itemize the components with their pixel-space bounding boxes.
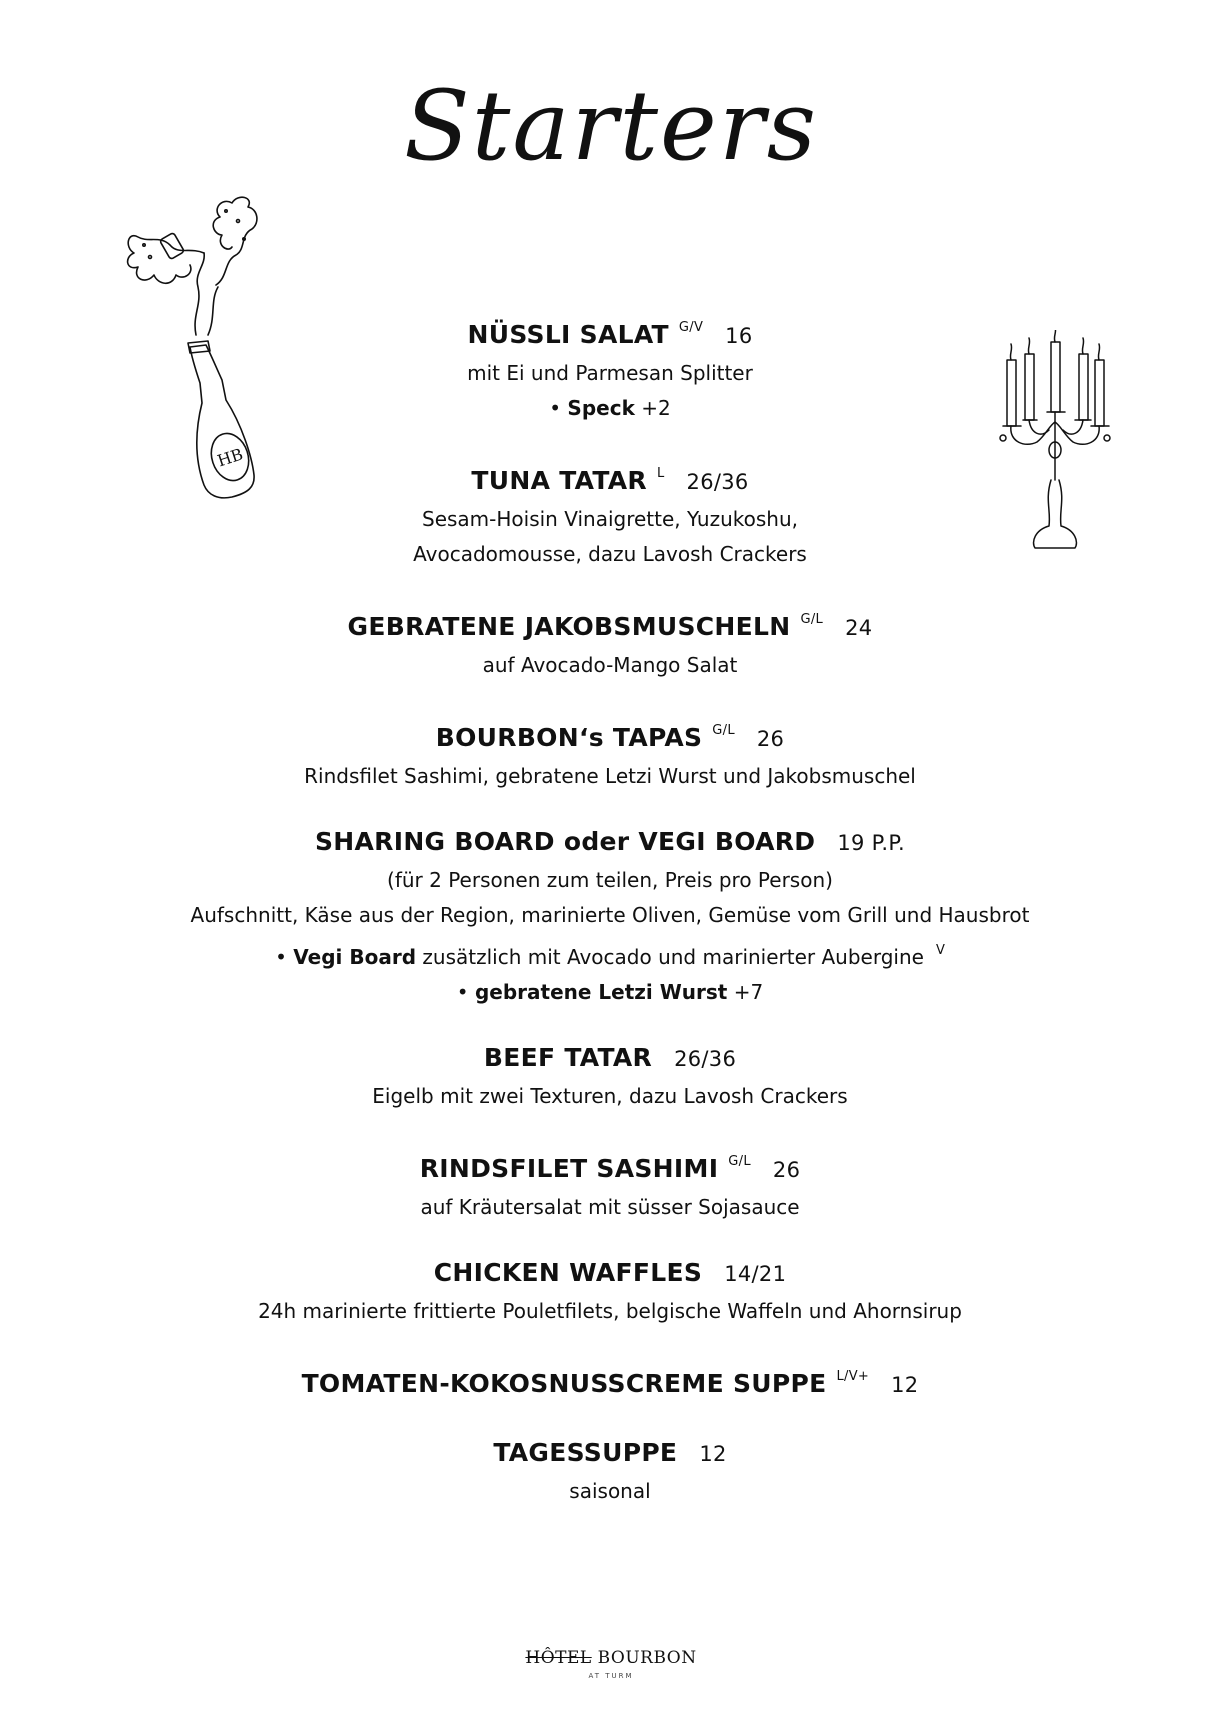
item-tag: G/L — [800, 612, 824, 627]
item-description: mit Ei und Parmesan Splitter — [467, 361, 753, 385]
item-price: 14/21 — [724, 1262, 787, 1286]
item-name: BOURBON‘s TAPAS — [435, 723, 703, 752]
item-addon: • Speck +2 — [549, 396, 671, 420]
item-description: Aufschnitt, Käse aus der Region, marinierte Oliven, Gemüse vom Grill und Hausbrot — [190, 903, 1030, 927]
item-description: Eigelb mit zwei Texturen, dazu Lavosh Crackers — [372, 1084, 848, 1108]
item-price: 26 — [772, 1158, 801, 1182]
item-tag: L — [656, 466, 665, 481]
item-description: (für 2 Personen zum teilen, Preis pro Person) — [387, 868, 833, 892]
menu-item — [110, 1142, 1110, 1225]
item-price: 26/36 — [686, 470, 749, 494]
item-price: 12 — [699, 1442, 727, 1466]
menu-item — [110, 1253, 1110, 1329]
item-price: 26/36 — [674, 1047, 737, 1071]
logo-subtitle: AT TURM — [588, 1672, 634, 1680]
item-name: SHARING BOARD oder VEGI BOARD — [314, 827, 816, 856]
page-title: Starters — [403, 70, 818, 182]
menu-item — [110, 600, 1110, 683]
item-tag: G/L — [712, 723, 735, 738]
item-description: Sesam-Hoisin Vinaigrette, Yuzukoshu, — [422, 507, 798, 531]
item-tag: G/L — [728, 1154, 751, 1169]
menu-item — [110, 1357, 1110, 1405]
item-price: 16 — [725, 324, 753, 348]
menu-item — [110, 454, 1110, 572]
item-price: 12 — [891, 1373, 919, 1397]
menu-item — [110, 308, 1110, 426]
item-name: RINDSFILET SASHIMI — [419, 1154, 719, 1183]
item-price: 19 P.P. — [837, 831, 905, 855]
item-price: 24 — [845, 616, 873, 640]
item-name: TUNA TATAR — [471, 466, 647, 495]
menu-item — [110, 1038, 1110, 1114]
item-description: saisonal — [569, 1479, 651, 1503]
item-description: auf Kräutersalat mit süsser Sojasauce — [420, 1195, 800, 1219]
hotel-logo — [0, 1648, 1222, 1680]
item-name: TAGESSUPPE — [493, 1438, 678, 1467]
logo-strike-text: HÔTEL — [525, 1648, 592, 1668]
item-description: 24h marinierte frittierte Pouletfilets, belgische Waffeln und Ahornsirup — [258, 1299, 962, 1323]
bottle-monogram: HB — [214, 444, 246, 471]
menu-item — [110, 822, 1110, 1010]
item-name: BEEF TATAR — [483, 1043, 653, 1072]
logo-brand-text: BOURBON — [591, 1648, 697, 1668]
item-description: Rindsfilet Sashimi, gebratene Letzi Wurst und Jakobsmuschel — [304, 764, 916, 788]
item-price: 26 — [756, 727, 785, 751]
menu-item — [110, 711, 1110, 794]
item-description: Avocadomousse, dazu Lavosh Crackers — [413, 542, 807, 566]
item-tag: G/V — [678, 320, 704, 335]
starters-menu — [110, 308, 1110, 1509]
menu-item — [110, 1433, 1110, 1509]
item-name: CHICKEN WAFFLES — [433, 1258, 703, 1287]
item-tag: L/V+ — [836, 1369, 870, 1384]
item-addon: • gebratene Letzi Wurst +7 — [456, 980, 764, 1004]
item-addon: • Vegi Board zusätzlich mit Avocado und marinierter Aubergine $^V$ — [275, 943, 945, 969]
item-name: NÜSSLI SALAT — [467, 320, 669, 349]
item-name: TOMATEN-KOKOSNUSSCREME SUPPE — [301, 1369, 827, 1398]
item-name: GEBRATENE JAKOBSMUSCHELN — [347, 612, 791, 641]
item-description: auf Avocado-Mango Salat — [482, 653, 738, 677]
